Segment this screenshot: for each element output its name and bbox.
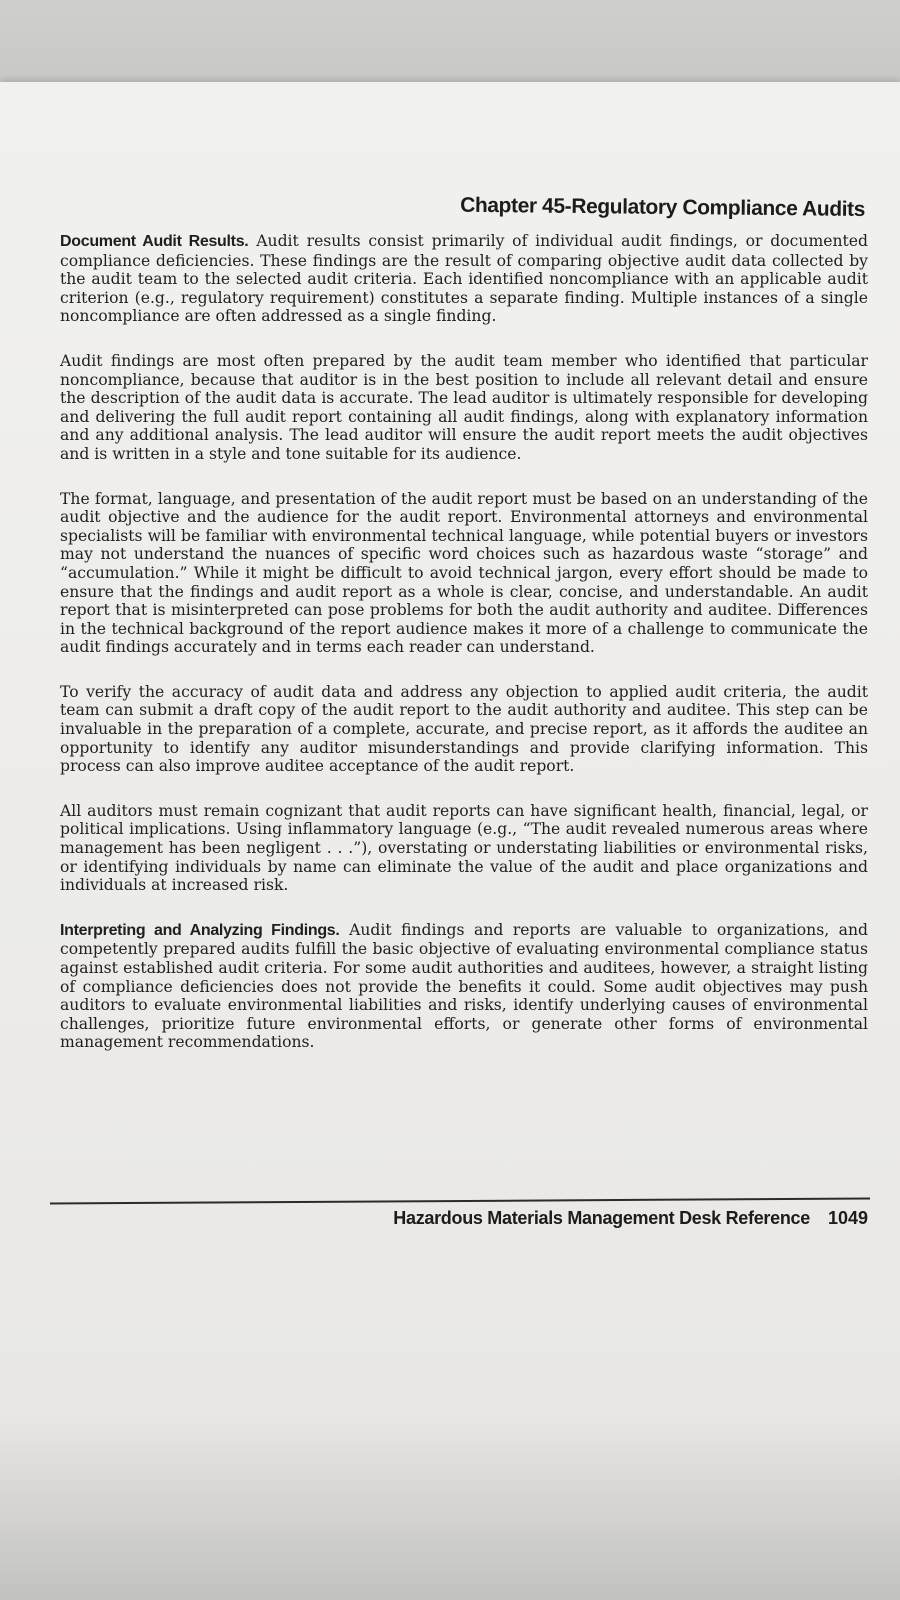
paragraph-interpreting-findings [60, 921, 868, 1052]
page-number: 1049 [827, 1208, 868, 1228]
paragraph-text: All auditors must remain cognizant that audit reports can have significant health, financial, legal, or political implications. Using inflammatory language (e.g., “The audit revealed numerous areas where management has been negligent . . .”), overstating or understating liabilities or environmental risks, or identifying individuals by name can eliminate the value of the audit and place organizations and individuals at increased risk. [60, 801, 868, 895]
page-footer [330, 1208, 868, 1229]
paragraph-report-format [60, 490, 868, 657]
paragraph-cognizant [60, 802, 868, 895]
paragraph-audit-findings [60, 352, 868, 464]
footer-book-title: Hazardous Materials Management Desk Reference [393, 1208, 810, 1228]
paragraph-text: Audit findings and reports are valuable to organizations, and competently prepared audits fulfill the basic objective of evaluating environmental compliance status against established audit criteria. For some audit authorities and auditees, however, a straight listing of compliance deficiencies does not provide the benefits it could. Some audit objectives may push auditors to evaluate environmental liabilities and risks, identify underlying causes of environmental challenges, prioritize future environmental efforts, or generate other forms of environmental management recommendations. [60, 920, 868, 1052]
run-in-heading: Document Audit Results. [60, 233, 249, 250]
body-text [60, 232, 868, 1078]
paragraph-text: Audit findings are most often prepared by the audit team member who identified that particular noncompliance, because that auditor is in the best position to include all relevant detail and ensure the description of the audit data is accurate. The lead auditor is ultimately responsible for developing and delivering the full audit report containing all audit findings, along with explanatory information and any additional analysis. The lead auditor will ensure the audit report meets the audit objectives and is written in a style and tone suitable for its audience. [60, 351, 868, 463]
paragraph-verify-accuracy [60, 683, 868, 776]
chapter-header: Chapter 45-Regulatory Compliance Audits [460, 193, 866, 221]
paragraph-text: Audit results consist primarily of individual audit findings, or documented compliance deficiencies. These findings are the result of comparing objective audit data collected by the audit team to the selected audit criteria. Each identified noncompliance with an applicable audit criterion (e.g., regulatory requirement) constitutes a separate finding. Multiple instances of a single noncompliance are often addressed as a single finding. [60, 232, 868, 326]
paragraph-text: To verify the accuracy of audit data and address any objection to applied audit criteria, the audit team can submit a draft copy of the audit report to the audit authority and auditee. This step can be invaluable in the preparation of a complete, accurate, and precise report, as it affords the auditee an opportunity to identify any auditor misunderstandings and provide clarifying information. This process can also improve auditee acceptance of the audit report. [60, 682, 868, 776]
run-in-heading: Interpreting and Analyzing Findings. [60, 921, 340, 939]
page-edge-shadow [0, 1415, 900, 1600]
paragraph-document-audit-results [60, 232, 868, 326]
paragraph-text: The format, language, and presentation of the audit report must be based on an understanding of the audit objective and the audience for the audit report. Environmental attorneys and environmental specialists will be familiar with environmental technical language, while potential buyers or investors may not understand the nuances of specific word choices such as hazardous waste “storage” and “accumulation.” While it might be difficult to avoid technical jargon, every effort should be made to ensure that the findings and audit report as a whole is clear, concise, and understandable. An audit report that is misinterpreted can pose problems for both the audit authority and auditee. Differences in the technical background of the report audience makes it more of a challenge to communicate the audit findings accurately and in terms each reader can understand. [60, 489, 868, 657]
